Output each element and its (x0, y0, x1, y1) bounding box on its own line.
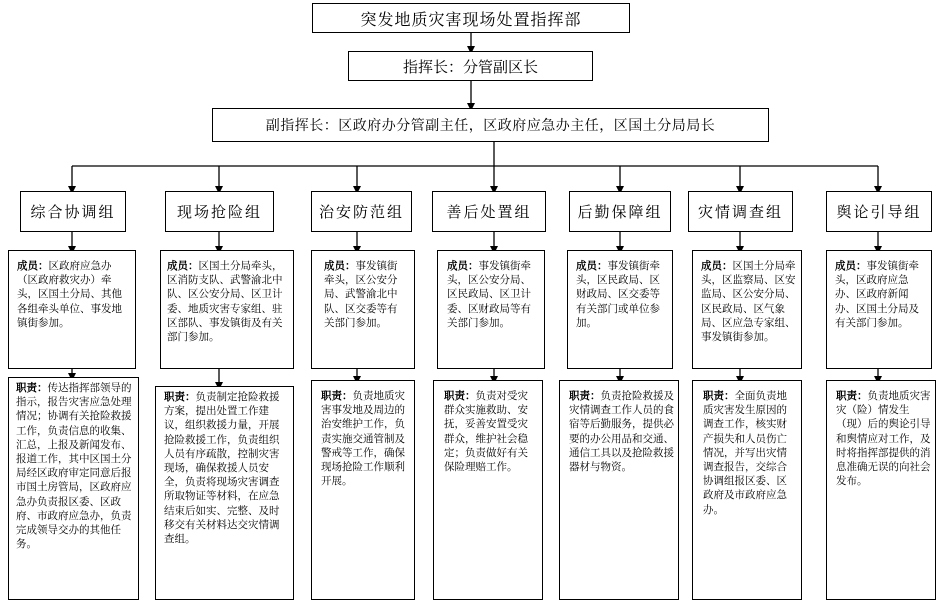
group-name: 后勤保障组 (577, 203, 663, 221)
deputy-box (212, 108, 769, 142)
group-header-zhian (311, 191, 412, 232)
group-header-houqin (569, 191, 671, 232)
duties-text: 负责制定抢险救援方案，提出处置工作建议，组织救援力量，开展抢险救援工作，负责组织人员有序疏散，控制灾害现场，确保救援人员安全，负责将现场灾害调查所取物证等材料，在应急结束后如实、完整、及时移交有关材料达交灾情调查组。 (164, 391, 280, 546)
members-box-houqin (567, 250, 673, 369)
members-label: 成员： (447, 260, 479, 272)
duties-box-yulun (826, 380, 936, 600)
members-label: 成员： (17, 260, 49, 272)
duties-box-zonghe (8, 377, 139, 600)
members-text: 事发镇街牵头，区公安分局、武警渝北中队、区交委等有关部门参加。 (324, 260, 398, 329)
duties-box-houqin (559, 380, 679, 600)
duties-box-xianchang (155, 386, 294, 600)
commander-text: 指挥长：分管副区长 (402, 57, 538, 76)
group-header-zaiqing (688, 191, 793, 232)
group-name: 灾情调查组 (697, 203, 783, 221)
members-text: 区国土分局牵头，区消防支队、武警渝北中队、区公安分局、区卫计委、地质灾害专家组、驻区部队、事发镇街及有关部门参加。 (167, 260, 283, 344)
members-text: 事发镇街牵头，区公安分局、区民政局、区卫计委、区财政局等有关部门参加。 (447, 260, 531, 329)
group-header-zonghe (20, 191, 126, 232)
members-label: 成员： (576, 260, 608, 272)
group-name: 治安防范组 (318, 203, 404, 221)
duties-box-zhian (311, 380, 415, 600)
group-name: 舆论引导组 (836, 203, 922, 221)
duties-label: 职责： (321, 390, 353, 402)
duties-label: 职责： (569, 390, 601, 402)
duties-text: 负责对受灾群众实施救助、安抚，妥善安置受灾群众，维护社会稳定；负责做好有关保险理赔工作。 (444, 390, 528, 474)
title-box (312, 3, 630, 33)
deputy-label: 副指挥长： (265, 118, 339, 134)
deputy-text: 区政府办分管副主任，区政府应急办主任，区国土分局局长 (338, 118, 716, 134)
members-text: 事发镇街牵头，区政府应急办、区政府新闻办、区国土分局及有关部门参加。 (835, 260, 919, 329)
duties-box-zaiqing (692, 380, 802, 600)
duties-text: 全面负责地质灾害发生原因的调查工作，核实财产损失和人员伤亡情况，并写出灾情调查报告，交综合协调组报区委、区政府及市政府应急办。 (703, 390, 787, 516)
members-box-zonghe (8, 250, 136, 369)
duties-box-shanhou (433, 380, 543, 600)
duties-label: 职责： (836, 390, 868, 402)
title-text: 突发地质灾害现场处置指挥部 (360, 9, 582, 29)
group-header-xianchang (165, 191, 274, 232)
duties-label: 职责： (444, 390, 476, 402)
members-label: 成员： (835, 260, 867, 272)
duties-label: 职责： (164, 391, 196, 403)
members-box-xianchang (160, 250, 294, 369)
duties-label: 职责： (703, 390, 735, 402)
members-text: 区国土分局牵头，区监察局、区安监局、区公安分局、区民政局、区气象局、区应急专家组、事发镇街参加。 (701, 260, 796, 344)
members-text: 区政府应急办（区政府救灾办）牵头，区国土分局、其他各组牵头单位、事发地镇街参加。 (17, 260, 122, 329)
members-label: 成员： (324, 260, 356, 272)
duties-text: 传达指挥部领导的指示，报告灾害应急处理情况；协调有关抢险救援工作，负责信息的收集、汇总，上报及新闻发布、报道工作，其中区国土分局经区政府审定同意后报市国土房管局，区政府应急办负责报区委、区政府、市政府应急办，负责完成领导交办的其他任务。 (16, 382, 132, 551)
duties-text: 负责地质灾害灾（险）情发生（现）后的舆论引导和舆情应对工作，及时将指挥部提供的消息准确无误的向社会发布。 (836, 390, 931, 488)
members-label: 成员： (701, 260, 733, 272)
group-name: 现场抢险组 (176, 203, 262, 221)
group-header-yulun (826, 191, 932, 232)
members-label: 成员： (167, 260, 199, 272)
group-name: 善后处置组 (446, 203, 532, 221)
group-header-shanhou (432, 191, 546, 232)
group-name: 综合协调组 (30, 203, 116, 221)
duties-text: 负责地质灾害事发地及周边的治安维护工作，负责实施交通管制及警戒等工作，确保现场抢险工作顺利开展。 (321, 390, 405, 488)
duties-label: 职责： (16, 382, 48, 394)
duties-text: 负责抢险救援及灾情调查工作人员的食宿等后勤服务，提供必要的办公用品和交通、通信工具以及抢险救援器材与物资。 (569, 390, 674, 474)
members-text: 事发镇街牵头，区民政局、区财政局、区交委等有关部门或单位参加。 (576, 260, 660, 329)
commander-box (348, 51, 593, 81)
members-box-zaiqing (692, 250, 802, 369)
members-box-shanhou (437, 250, 545, 369)
members-box-yulun (826, 250, 932, 369)
members-box-zhian (311, 250, 415, 369)
